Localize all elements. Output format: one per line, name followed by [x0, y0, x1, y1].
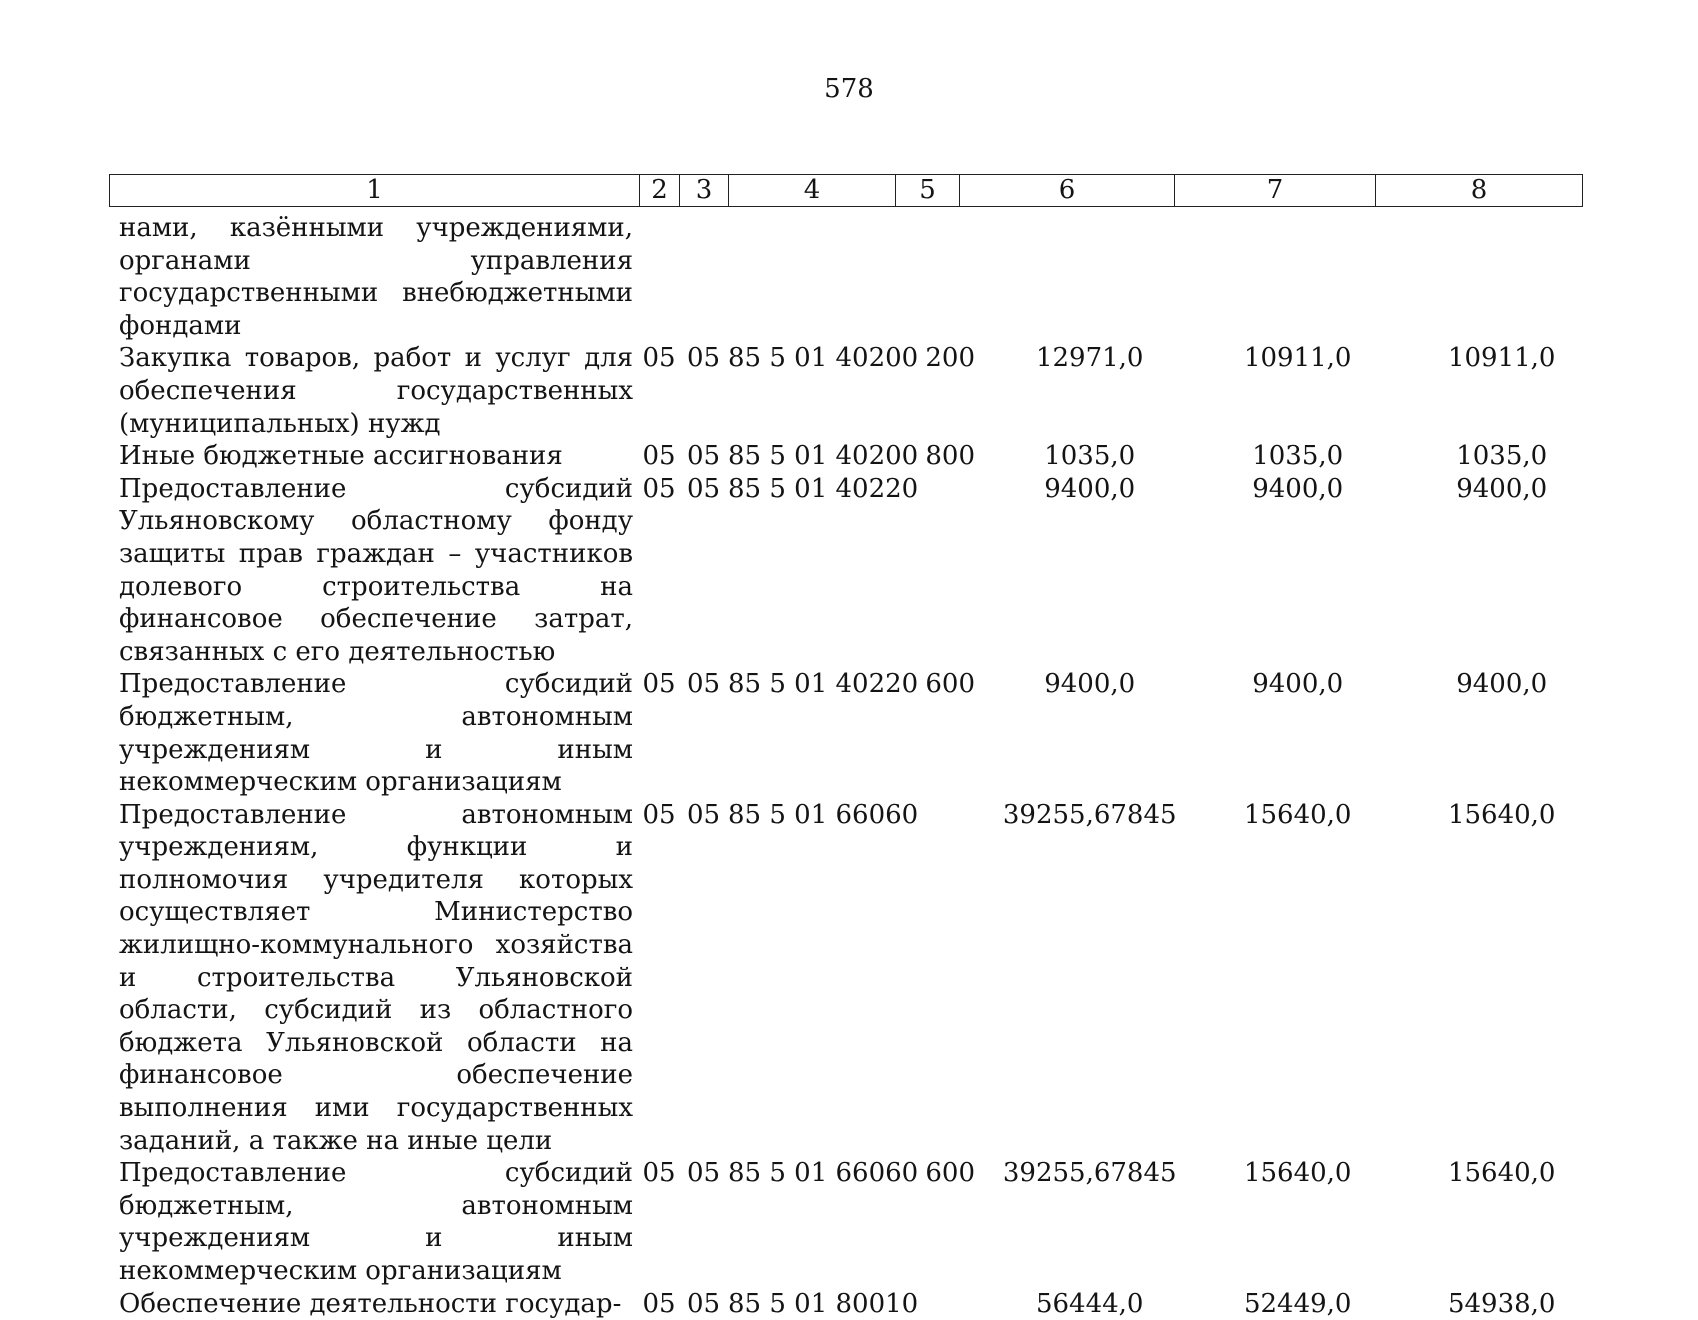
row-subsection: 05: [686, 343, 721, 374]
row-amount-3: 15640,0: [1447, 1158, 1556, 1189]
row-amount-3: 10911,0: [1447, 343, 1556, 374]
row-amount-2: 10911,0: [1243, 343, 1352, 374]
row-subsection: 05: [686, 441, 721, 472]
table-header: [109, 174, 1583, 207]
row-amount-2: 9400,0: [1252, 669, 1344, 700]
row-amount-1: 9400,0: [1044, 669, 1136, 700]
header-col-3: 3: [680, 175, 729, 207]
row-amount-3: 9400,0: [1456, 669, 1548, 700]
header-col-8: 8: [1376, 175, 1583, 207]
row-amount-3: 54938,0: [1447, 1288, 1556, 1319]
row-subsection: 05: [686, 1288, 721, 1319]
row-amount-1: [982, 212, 1197, 342]
row-target-code: 85 5 01 66060: [728, 1158, 919, 1189]
row-section: 05: [642, 343, 676, 374]
row-amount-2: 15640,0: [1243, 799, 1352, 830]
row-name: нами, казёнными учреждениями, органами управления государственными внебюджетными фондами: [119, 213, 633, 341]
table-row: [109, 1157, 1605, 1287]
budget-table: [109, 212, 1605, 1320]
header-col-7: 7: [1175, 175, 1376, 207]
row-amount-1: 39255,67845: [1002, 1158, 1177, 1189]
header-col-4: 4: [729, 175, 896, 207]
row-target-code: 85 5 01 40200: [728, 441, 919, 472]
row-amount-3: 9400,0: [1456, 473, 1548, 504]
page-number: 578: [824, 74, 874, 104]
row-expense-type: 800: [925, 441, 976, 472]
row-amount-2: [1197, 212, 1398, 342]
row-section: 05: [642, 799, 676, 830]
row-expense-type: [918, 1288, 982, 1320]
table-row: [109, 668, 1605, 798]
row-amount-1: 39255,67845: [1002, 799, 1177, 830]
row-target-code: 85 5 01 80010: [728, 1288, 919, 1319]
header-col-6: 6: [960, 175, 1175, 207]
row-name: Предоставление субсидий Ульяновскому областному фонду защиты прав граждан – участников долевого строительства на финансовое обеспечение затрат, связанных с его деятельностью: [119, 473, 633, 667]
row-name: Предоставление субсидий бюджетным, автономным учреждениям и иным некоммерческим организациям: [119, 1158, 633, 1286]
row-section: 05: [642, 669, 676, 700]
row-expense-type: [918, 212, 982, 342]
table-row: [109, 342, 1605, 440]
row-name: Обеспечение деятельности государ-: [119, 1288, 622, 1319]
row-amount-2: 15640,0: [1243, 1158, 1352, 1189]
row-name: Закупка товаров, работ и услуг для обеспечения государственных (муниципальных) нужд: [119, 343, 633, 439]
row-amount-3: 15640,0: [1447, 799, 1556, 830]
row-subsection: 05: [686, 473, 721, 504]
header-row: [110, 175, 1583, 207]
row-subsection: 05: [686, 669, 721, 700]
row-expense-type: 200: [925, 343, 976, 374]
row-amount-1: 12971,0: [1035, 343, 1144, 374]
row-amount-1: 9400,0: [1044, 473, 1136, 504]
row-amount-2: 9400,0: [1252, 473, 1344, 504]
row-amount-1: 1035,0: [1044, 441, 1136, 472]
row-name: Предоставление субсидий бюджетным, автономным учреждениям и иным некоммерческим организациям: [119, 669, 633, 798]
row-section: 05: [642, 473, 676, 504]
row-amount-2: 52449,0: [1243, 1288, 1352, 1319]
table-row: [109, 1288, 1605, 1320]
table-row: [109, 440, 1605, 473]
row-subsection: [679, 212, 728, 342]
row-amount-3: [1398, 212, 1605, 342]
row-section: 05: [642, 441, 676, 472]
header-col-2: 2: [640, 175, 680, 207]
row-name: Иные бюджетные ассигнования: [119, 441, 563, 472]
row-subsection: 05: [686, 1158, 721, 1189]
row-expense-type: 600: [925, 1158, 976, 1189]
row-target-code: [728, 212, 918, 342]
table-row: [109, 212, 1605, 342]
header-col-5: 5: [896, 175, 960, 207]
table-row: [109, 799, 1605, 1158]
row-target-code: 85 5 01 66060: [728, 799, 919, 830]
row-target-code: 85 5 01 40220: [728, 473, 919, 504]
row-expense-type: 600: [925, 669, 976, 700]
row-amount-2: 1035,0: [1252, 441, 1344, 472]
row-target-code: 85 5 01 40220: [728, 669, 919, 700]
row-expense-type: [918, 473, 982, 669]
row-amount-3: 1035,0: [1456, 441, 1548, 472]
row-amount-1: 56444,0: [1035, 1288, 1144, 1319]
header-col-1: 1: [110, 175, 640, 207]
row-section: 05: [642, 1158, 676, 1189]
table-row: [109, 473, 1605, 669]
row-subsection: 05: [686, 799, 721, 830]
row-expense-type: [918, 799, 982, 1158]
row-target-code: 85 5 01 40200: [728, 343, 919, 374]
row-section: [639, 212, 679, 342]
row-section: 05: [642, 1288, 676, 1319]
row-name: Предоставление автономным учреждениям, функции и полномочия учредителя которых осуществляет Министерство жилищно-коммунального хозяйства и строительства Ульяновской области, субсидий из областного бюджета Ульяновской области на финансовое обеспечение выполнения ими государственных заданий, а также на иные цели: [119, 799, 633, 1156]
